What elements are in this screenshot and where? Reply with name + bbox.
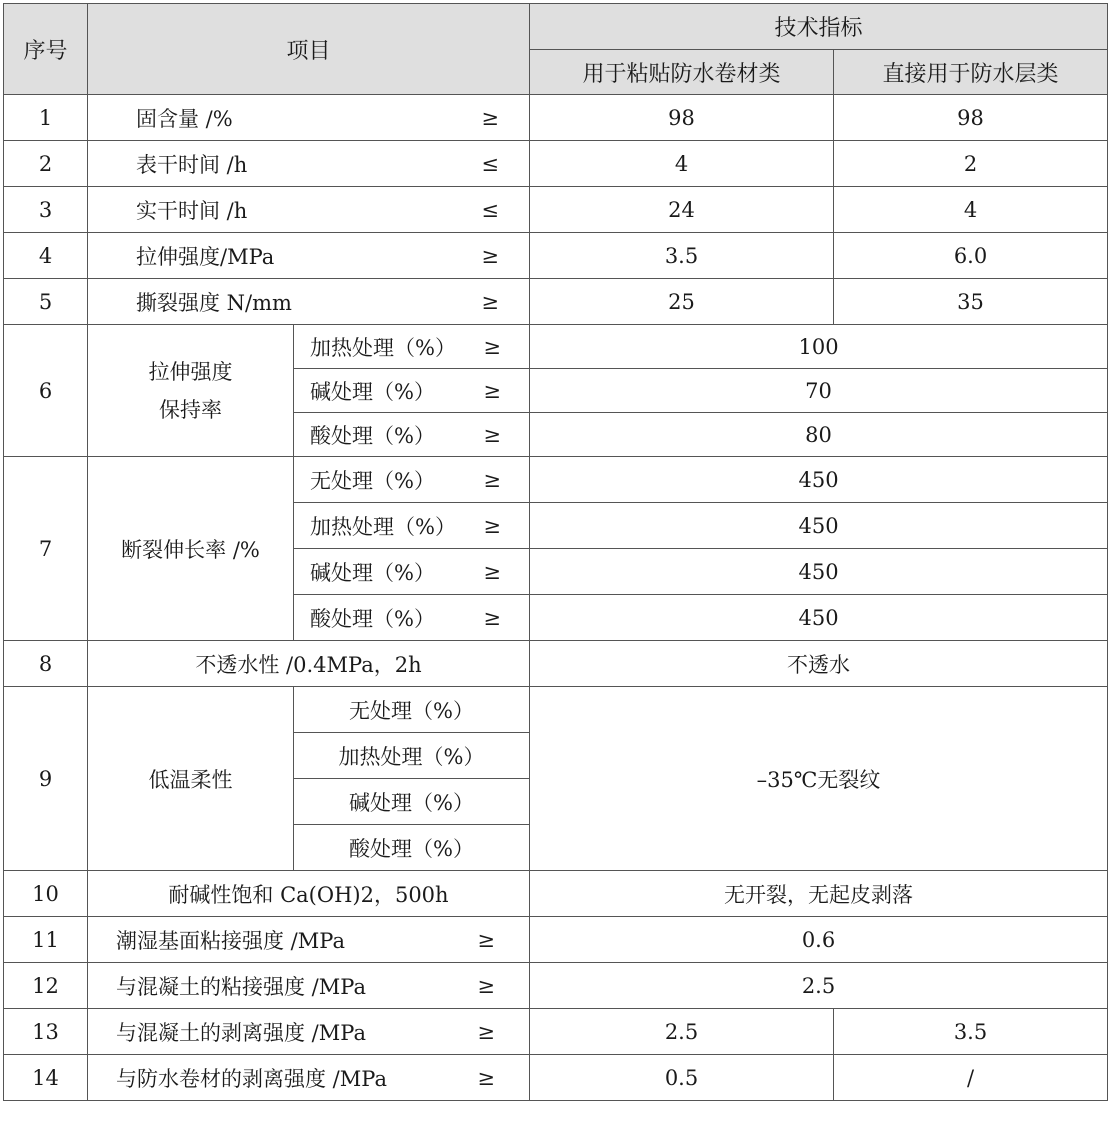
value-merged: 100 <box>530 325 1108 369</box>
header-row-1 <box>4 4 1108 50</box>
item-name: 与混凝土的粘接强度 /MPa <box>116 974 366 999</box>
table-row <box>4 641 1108 687</box>
row-group-label <box>88 325 294 457</box>
sub-item <box>294 549 530 595</box>
value-a: 0.5 <box>530 1055 834 1101</box>
value-merged: 450 <box>530 595 1108 641</box>
table-row <box>4 1009 1108 1055</box>
row-item <box>88 141 530 187</box>
value-a: 2.5 <box>530 1009 834 1055</box>
sub-item <box>294 369 530 413</box>
row-no: 14 <box>4 1055 88 1101</box>
sub-item-name: 碱处理（%） <box>310 379 435 404</box>
value-b: / <box>834 1055 1108 1101</box>
item-name: 拉伸强度/MPa <box>136 244 275 269</box>
row-item <box>88 963 530 1009</box>
item-name: 撕裂强度 N/mm <box>136 290 292 315</box>
comparator: ≥ <box>483 422 502 447</box>
row-item <box>88 1009 530 1055</box>
item-name: 实干时间 /h <box>136 198 248 223</box>
label-line: 拉伸强度 <box>148 359 233 384</box>
col-header-spec-b: 直接用于防水层类 <box>834 50 1108 95</box>
value-b: 2 <box>834 141 1108 187</box>
item-name: 潮湿基面粘接强度 /MPa <box>116 928 345 953</box>
value-merged: 无开裂，无起皮剥落 <box>530 871 1108 917</box>
comparator: ≥ <box>483 559 502 584</box>
sub-item-name: 碱处理（%） <box>294 779 530 825</box>
row-item: 不透水性 /0.4MPa，2h <box>88 641 530 687</box>
row-group-label: 断裂伸长率 /% <box>88 457 294 641</box>
value-merged: 80 <box>530 413 1108 457</box>
comparator: ≥ <box>477 973 496 998</box>
value-b: 98 <box>834 95 1108 141</box>
col-header-no: 序号 <box>4 4 88 95</box>
row-no: 3 <box>4 187 88 233</box>
row-item <box>88 233 530 279</box>
sub-item <box>294 595 530 641</box>
sub-item-name: 无处理（%） <box>294 687 530 733</box>
row-no: 9 <box>4 687 88 871</box>
value-b: 35 <box>834 279 1108 325</box>
comparator: ≥ <box>481 105 500 130</box>
table-row <box>4 187 1108 233</box>
col-header-spec-a: 用于粘贴防水卷材类 <box>530 50 834 95</box>
item-name: 与防水卷材的剥离强度 /MPa <box>116 1066 387 1091</box>
table-row <box>4 871 1108 917</box>
sub-item <box>294 457 530 503</box>
value-b: 6.0 <box>834 233 1108 279</box>
row-item: 耐碱性饱和 Ca(OH)2，500h <box>88 871 530 917</box>
row-no: 13 <box>4 1009 88 1055</box>
comparator: ≥ <box>477 927 496 952</box>
comparator: ≤ <box>481 197 500 222</box>
value-merged: –35℃无裂纹 <box>530 687 1108 871</box>
table-row <box>4 917 1108 963</box>
value-merged: 450 <box>530 503 1108 549</box>
value-merged: 450 <box>530 549 1108 595</box>
value-merged: 0.6 <box>530 917 1108 963</box>
row-no: 6 <box>4 325 88 457</box>
row-item <box>88 187 530 233</box>
table-row <box>4 95 1108 141</box>
sub-item-name: 碱处理（%） <box>310 560 435 585</box>
comparator: ≤ <box>481 151 500 176</box>
value-merged: 2.5 <box>530 963 1108 1009</box>
sub-item-name: 加热处理（%） <box>294 733 530 779</box>
row-no: 1 <box>4 95 88 141</box>
row-no: 5 <box>4 279 88 325</box>
item-name: 与混凝土的剥离强度 /MPa <box>116 1020 366 1045</box>
comparator: ≥ <box>483 605 502 630</box>
value-a: 98 <box>530 95 834 141</box>
sub-item-name: 酸处理（%） <box>294 825 530 871</box>
comparator: ≥ <box>477 1019 496 1044</box>
comparator: ≥ <box>481 289 500 314</box>
value-merged: 不透水 <box>530 641 1108 687</box>
value-a: 4 <box>530 141 834 187</box>
value-merged: 450 <box>530 457 1108 503</box>
sub-item-name: 无处理（%） <box>310 468 435 493</box>
sub-item <box>294 413 530 457</box>
item-name: 固含量 /% <box>136 106 233 131</box>
row-no: 11 <box>4 917 88 963</box>
label-line: 保持率 <box>159 397 222 422</box>
row-item <box>88 917 530 963</box>
comparator: ≥ <box>483 334 502 359</box>
comparator: ≥ <box>483 513 502 538</box>
sub-item-name: 加热处理（%） <box>310 335 456 360</box>
table-row <box>4 963 1108 1009</box>
comparator: ≥ <box>477 1065 496 1090</box>
row-no: 7 <box>4 457 88 641</box>
item-name: 表干时间 /h <box>136 152 248 177</box>
col-header-item: 项目 <box>88 4 530 95</box>
table-row <box>4 457 1108 503</box>
row-item <box>88 279 530 325</box>
comparator: ≥ <box>481 243 500 268</box>
table-row <box>4 279 1108 325</box>
table-row <box>4 325 1108 369</box>
table-row <box>4 687 1108 733</box>
sub-item <box>294 325 530 369</box>
comparator: ≥ <box>483 467 502 492</box>
row-no: 2 <box>4 141 88 187</box>
row-no: 12 <box>4 963 88 1009</box>
row-group-label: 低温柔性 <box>88 687 294 871</box>
row-item <box>88 1055 530 1101</box>
row-item <box>88 95 530 141</box>
sub-item-name: 酸处理（%） <box>310 423 435 448</box>
row-no: 8 <box>4 641 88 687</box>
value-a: 24 <box>530 187 834 233</box>
spec-table <box>3 3 1108 1101</box>
value-merged: 70 <box>530 369 1108 413</box>
table-row <box>4 141 1108 187</box>
row-no: 10 <box>4 871 88 917</box>
value-b: 3.5 <box>834 1009 1108 1055</box>
col-header-spec: 技术指标 <box>530 4 1108 50</box>
value-b: 4 <box>834 187 1108 233</box>
sub-item-name: 加热处理（%） <box>310 514 456 539</box>
sub-item <box>294 503 530 549</box>
comparator: ≥ <box>483 378 502 403</box>
value-a: 25 <box>530 279 834 325</box>
row-no: 4 <box>4 233 88 279</box>
value-a: 3.5 <box>530 233 834 279</box>
sub-item-name: 酸处理（%） <box>310 606 435 631</box>
table-row <box>4 233 1108 279</box>
table-row <box>4 1055 1108 1101</box>
